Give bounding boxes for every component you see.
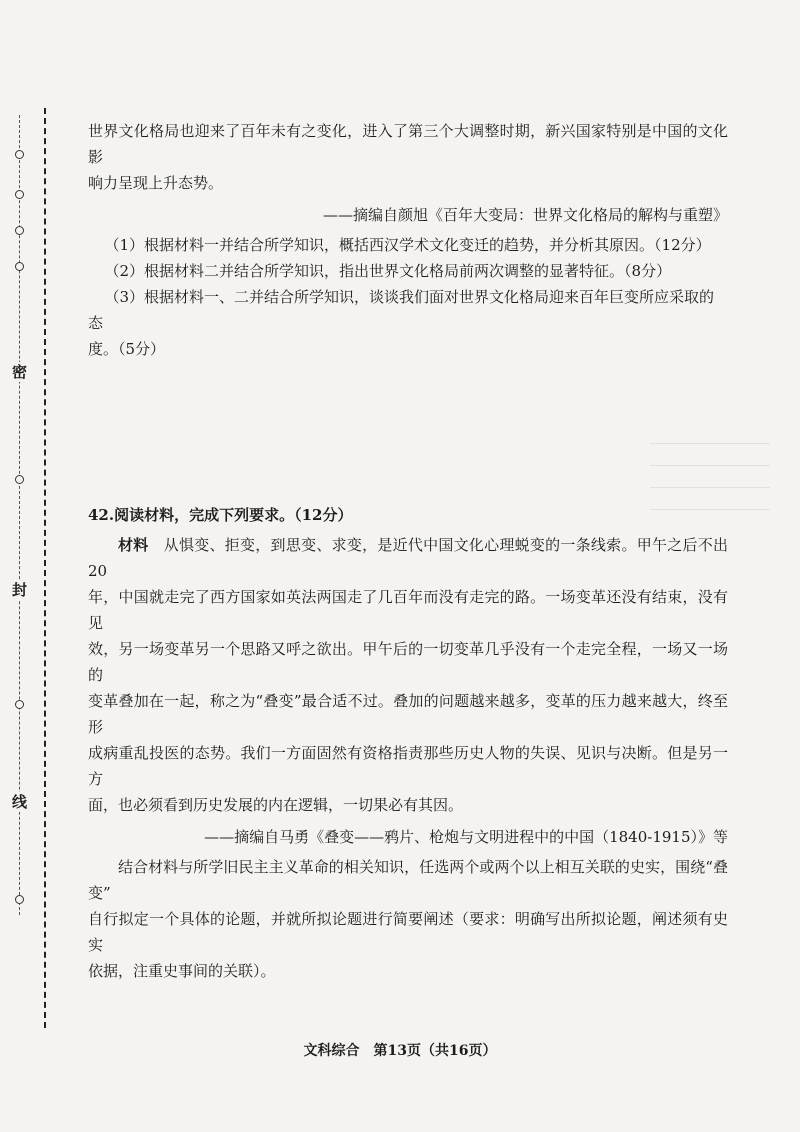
binding-dashed-line (44, 108, 46, 1028)
task-line: 自行拟定一个具体的论题，并就所拟论题进行简要阐述（要求：明确写出所拟论题，阐述须有史实 (88, 910, 728, 954)
material-line: 效，另一场变革另一个思路又呼之欲出。甲午后的一切变革几乎没有一个走完全程，一场又一场的 (88, 640, 728, 684)
section-two (88, 532, 728, 984)
material-line: 面，也必须看到历史发展的内在逻辑，一切果必有其因。 (88, 796, 464, 814)
material-line (88, 532, 728, 584)
binding-hole-icon (15, 150, 24, 159)
binding-hole-icon (15, 475, 24, 484)
question-42-heading: 42.阅读材料，完成下列要求。（12分） (88, 506, 353, 524)
material-line: 变革叠加在一起，称之为“叠变”最合适不过。叠加的问题越来越多，变革的压力越来越大，终至形 (88, 692, 728, 736)
material-text: 从惧变、拒变，到思变、求变，是近代中国文化心理蜕变的一条线索。甲午之后不出20 (88, 536, 728, 580)
material-paragraph-line: 响力呈现上升态势。 (88, 174, 224, 192)
material-paragraph-line: 世界文化格局也迎来了百年未有之变化，进入了第三个大调整时期，新兴国家特别是中国的文化影 (88, 122, 728, 166)
binding-hole-icon (15, 190, 24, 199)
source-citation: ——摘编自颜旭《百年大变局：世界文化格局的解构与重塑》 (322, 206, 728, 224)
material-label: 材料 (118, 536, 149, 554)
question-3: （3）根据材料一、二并结合所学知识，谈谈我们面对世界文化格局迎来百年巨变所应采取的态 (88, 288, 715, 332)
binding-hole-icon (15, 262, 24, 271)
task-line: 结合材料与所学旧民主主义革命的相关知识，任选两个或两个以上相互关联的史实，围绕“叠变” (88, 858, 728, 902)
section-one (88, 118, 728, 362)
question-2: （2）根据材料二并结合所学知识，指出世界文化格局前两次调整的显著特征。（8分） (104, 262, 672, 280)
binding-hole-icon (15, 700, 24, 709)
bleed-through-text (650, 430, 770, 510)
material-line: 成病重乱投医的态势。我们一方面固然有资格指责那些历史人物的失误、见识与决断。但是另一方 (88, 744, 728, 788)
material-line: 年，中国就走完了西方国家如英法两国走了几百年而没有走完的路。一场变革还没有结束，没有见 (88, 588, 728, 632)
margin-char-feng: 封 (12, 581, 28, 599)
task-line: 依据，注重史事间的关联）。 (88, 962, 276, 980)
question-3-continued: 度。（5分） (88, 340, 166, 358)
binding-hole-icon (15, 895, 24, 904)
page-footer: 文科综合 第13页（共16页） (303, 1043, 497, 1059)
margin-char-xian: 线 (12, 793, 28, 811)
margin-char-mi: 密 (12, 363, 28, 381)
question-1: （1）根据材料一并结合所学知识，概括西汉学术文化变迁的趋势，并分析其原因。（12分） (104, 236, 711, 254)
binding-hole-icon (15, 226, 24, 235)
source-citation: ——摘编自马勇《叠变——鸦片、枪炮与文明进程中的中国（1840-1915）》等 (204, 828, 728, 846)
